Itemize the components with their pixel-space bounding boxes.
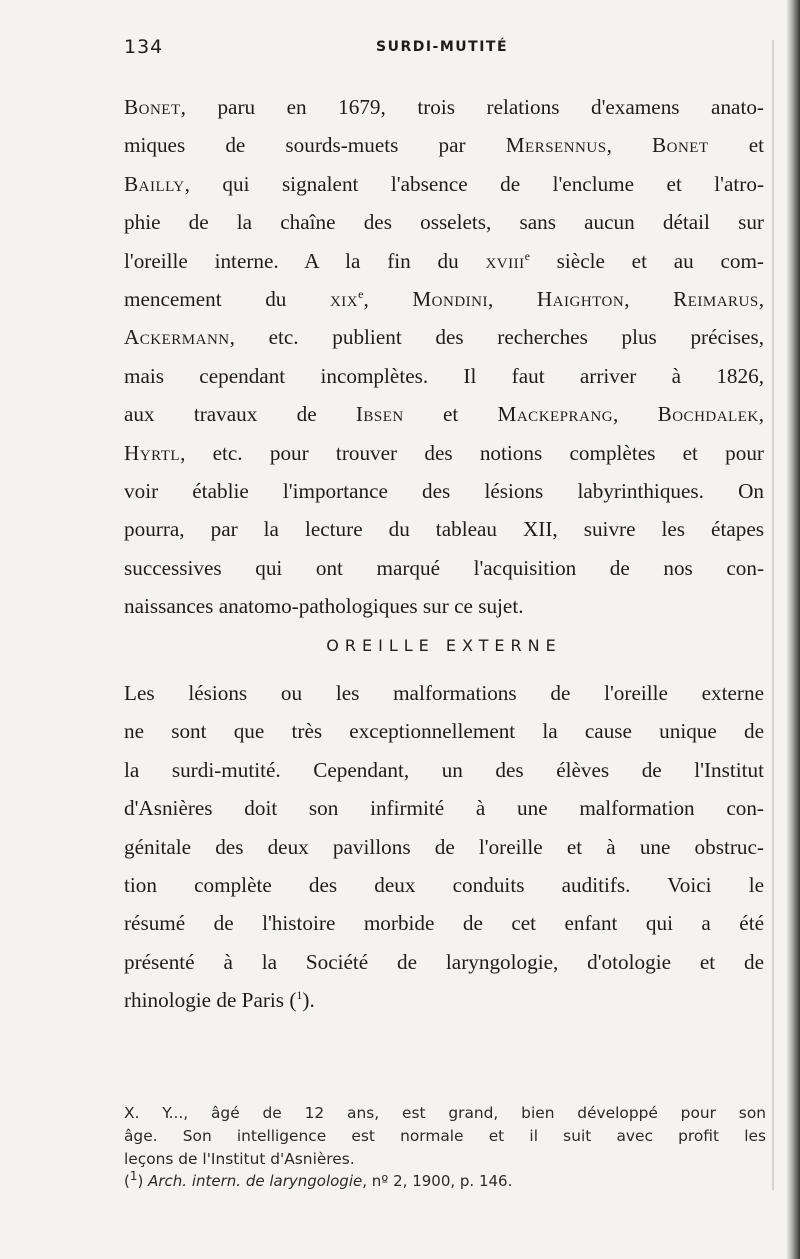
text-line: d'Asnières doit son infirmité à une malformation con- [124,796,764,821]
text-line: ne sont que très exceptionnellement la cause unique de [124,719,764,744]
running-head: SURDI-MUTITÉ [376,39,509,55]
footnote-journal: Arch. intern. de laryngologie [148,1172,363,1190]
text-line: tion complète des deux conduits auditifs. Voici le [124,873,764,898]
text-span: rhinologie de Paris ( [124,988,297,1013]
note-line: leçons de l'Institut d'Asnières. [124,1150,355,1168]
text-line [124,126,764,164]
text-span: , [613,402,658,427]
text-line [124,165,764,203]
text-line: naissances anatomo-pathologiques sur ce sujet. [124,594,524,619]
footnote [124,1169,513,1190]
text-line: mais cependant incomplètes. Il faut arriver à 1826, [124,363,764,388]
author-name: Ibsen [355,402,404,427]
page-shadow-line [772,40,774,1190]
author-name: Bochdalek [657,402,759,427]
page-binding-edge [786,0,800,1259]
text-line [124,318,764,356]
text-line [124,242,764,280]
note-line: X. Y..., âgé de 12 ans, est grand, bien développé pour son [124,1104,766,1122]
text-line: la surdi-mutité. Cependant, un des élèves de l'Institut [124,757,764,782]
text-line [124,280,764,318]
text-span: , etc. pour trouver des notions complètes et pour [180,440,764,465]
text-span: et [403,402,498,427]
text-span: , [363,287,413,312]
footnote-paren: ) [137,1172,149,1190]
page-header [124,36,764,64]
text-span: , [624,287,674,312]
text-span: , [758,402,765,427]
text-line [124,88,764,126]
author-name: Mondini [412,287,488,312]
footnote-paren: ( [124,1172,130,1190]
text-span: aux travaux de [124,402,356,427]
paragraph-history [124,88,764,626]
footnote-ref: 1 [296,988,303,1003]
superscript: e [524,248,530,263]
author-name: Bonet [651,133,709,158]
text-span: l'oreille interne. A la fin du [124,248,486,273]
text-span: , paru en 1679, trois relations d'examens anato- [180,95,764,119]
paragraph-external-ear [124,674,764,1020]
page-number: 134 [124,36,164,58]
text-line: successives qui ont marqué l'acquisition de nos con- [124,555,764,580]
author-name: Bonet [124,95,181,119]
text-line: pourra, par la lecture du tableau XII, suivre les étapes [124,517,764,542]
text-line: voir établie l'importance des lésions labyrinthiques. On [124,479,764,504]
footnote-citation: , nº 2, 1900, p. 146. [362,1172,513,1190]
section-heading: OREILLE EXTERNE [326,636,562,655]
text-span: siècle et au com- [529,248,764,273]
author-name: Mackeprang [497,402,614,427]
text-span: et [708,133,765,158]
text-line [124,395,764,433]
author-name: Ackermann [124,325,230,350]
text-line [124,981,764,1019]
text-line: Les lésions ou les malformations de l'oreille externe [124,681,764,705]
text-span: miques de sourds-muets par [124,133,506,158]
century-numeral: xix [329,287,359,312]
text-line: phie de la chaîne des osselets, sans aucun détail sur [124,210,764,235]
author-name: Hyrtl [124,440,181,465]
text-span: , etc. publient des recherches plus précises, [229,325,764,350]
footnote-marker: 1 [129,1169,138,1183]
text-span: mencement du [124,287,330,312]
superscript: e [358,286,364,301]
text-span: ). [302,988,315,1013]
author-name: Mersennus [505,133,607,158]
author-name: Haighton [536,287,625,312]
author-name: Reimarus [673,287,759,312]
text-span: , qui signalent l'absence de l'enclume et l'atro- [184,171,764,196]
text-line [124,434,764,472]
author-name: Bailly [124,171,185,196]
text-span: , [758,287,765,312]
text-span: , [488,287,537,312]
text-line: génitale des deux pavillons de l'oreille et à une obstruc- [124,834,764,859]
case-note [124,1102,766,1171]
text-line: résumé de l'histoire morbide de cet enfant qui a été [124,911,764,936]
note-line: âge. Son intelligence est normale et il suit avec profit les [124,1127,766,1145]
century-numeral: xviii [485,248,525,273]
text-line: présenté à la Société de laryngologie, d'otologie et de [124,949,764,974]
text-span: , [606,133,652,158]
